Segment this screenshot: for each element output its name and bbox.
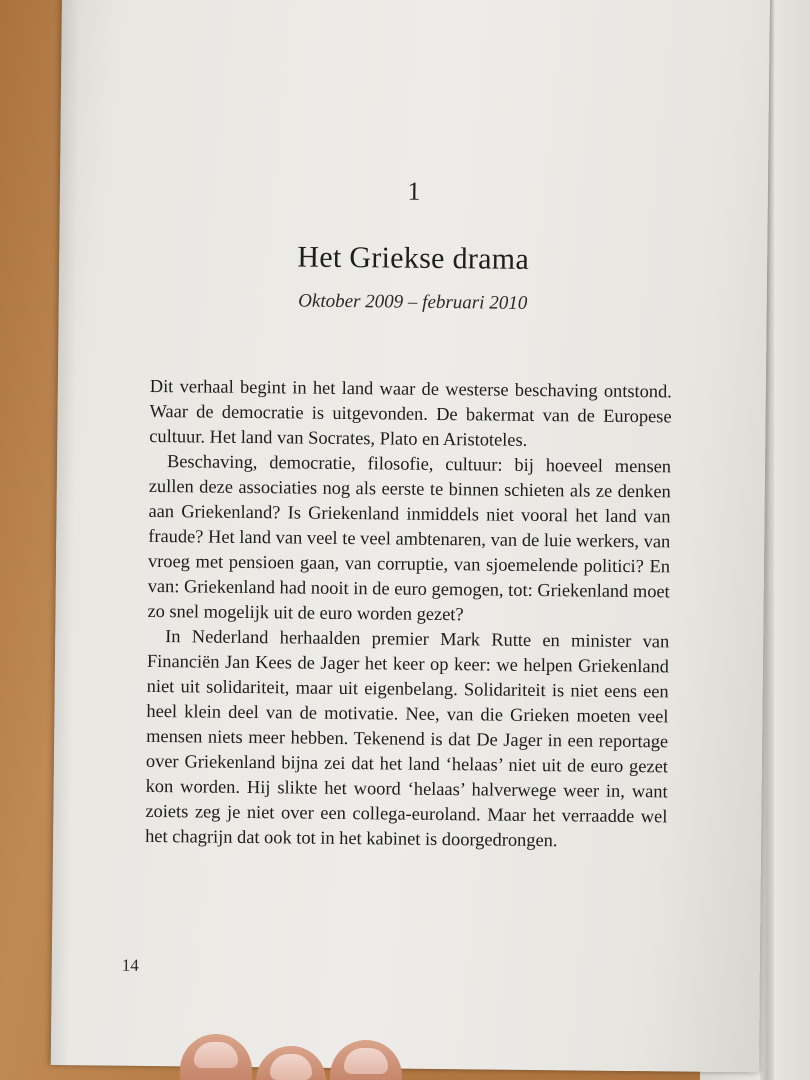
paragraph-1: Dit verhaal begint in het land waar de westerse beschaving ontstond. Waar de democratie is uitgevonden. De bakermat van de Europese cultuur. Het land van Socrates, Plato en Aristoteles. <box>149 375 672 450</box>
chapter-title: Het Griekse drama <box>297 240 530 276</box>
page-number: 14 <box>121 955 139 975</box>
paragraph-2: Beschaving, democratie, filosofie, cultuur: bij hoeveel mensen zullen deze associaties nog als eerste te binnen schieten als ze denken aan Griekenland? Is Griekenland inmiddels niet vooral het land van fraude? Het land van veel te veel ambtenaren, van de luie werkers, van vroeg met pensioen gaan, van corruptie, van sjoemelende politici? En van: Griekenland had nooit in de euro gemogen, tot: Griekenland moet zo snel mogelijk uit de euro worden gezet? <box>147 451 672 625</box>
finger-1 <box>180 1034 252 1080</box>
book-page <box>51 0 770 1072</box>
chapter-number: 1 <box>407 176 421 206</box>
paragraph-3: In Nederland herhaalden premier Mark Rutte en minister van Financiën Jan Kees de Jager het keer op keer: we helpen Griekenland niet uit solidariteit, maar uit eigenbelang. Solidariteit is niet eens een heel klein deel van de motivatie. Nee, van die Grieken moeten veel mensen niets meer hebben. Tekenend is dat De Jager in een reportage over Griekenland bijna zei dat het land ‘helaas’ niet uit de euro gezet kon worden. Hij slikte het woord ‘helaas’ halverwege weer in, want zoiets zeg je niet over een collega-euroland. Maar het verraadde wel het chagrijn dat ook tot in het kabinet is doorgedrongen. <box>145 626 670 851</box>
holding-fingers <box>160 1018 420 1080</box>
finger-2 <box>256 1046 326 1080</box>
finger-3 <box>330 1040 402 1080</box>
chapter-date-range: Oktober 2009 – februari 2010 <box>298 290 528 314</box>
chapter-body <box>145 374 672 854</box>
